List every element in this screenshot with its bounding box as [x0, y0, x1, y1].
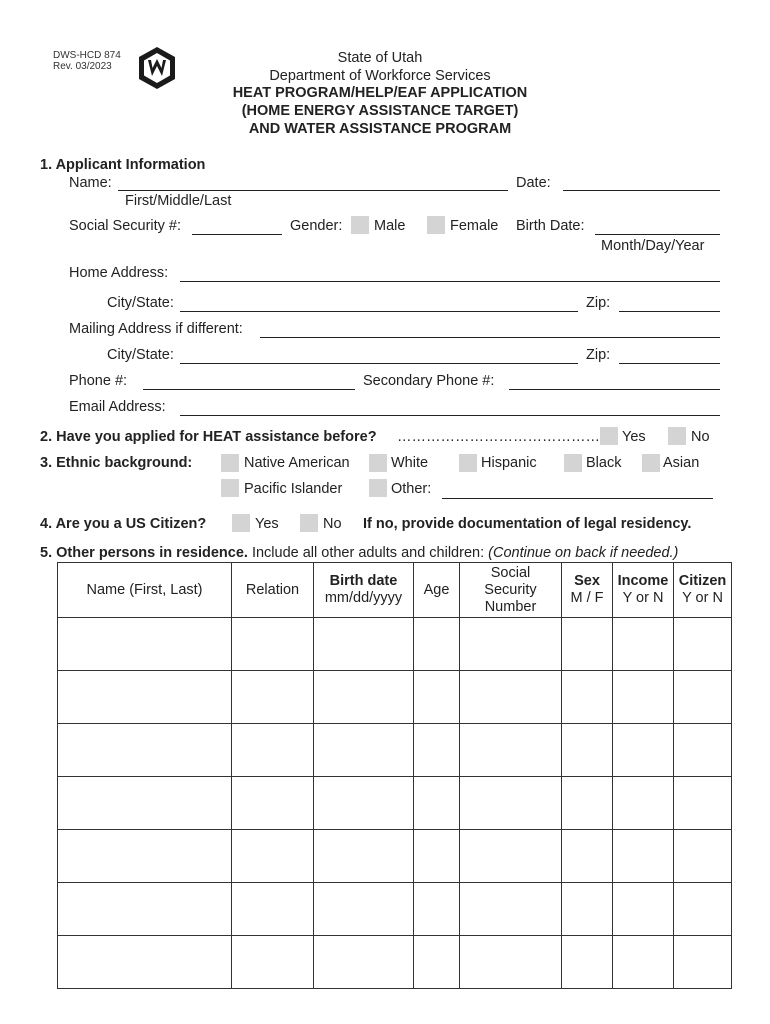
table-cell[interactable] — [674, 830, 732, 883]
ssn-field[interactable] — [192, 234, 282, 235]
table-cell[interactable] — [613, 883, 674, 936]
citizen-yes-checkbox[interactable] — [232, 514, 250, 532]
table-cell[interactable] — [232, 724, 314, 777]
home-address-label: Home Address: — [69, 265, 169, 281]
table-cell[interactable] — [674, 671, 732, 724]
table-cell[interactable] — [314, 830, 414, 883]
applied-no-checkbox[interactable] — [668, 427, 686, 445]
section4-question: 4. Are you a US Citizen? — [40, 516, 207, 532]
ethnic-white-checkbox[interactable] — [369, 454, 387, 472]
table-cell[interactable] — [674, 618, 732, 671]
col-relation-header: Relation — [232, 563, 314, 618]
form-subtitle: (HOME ENERGY ASSISTANCE TARGET) — [241, 103, 519, 119]
table-cell[interactable] — [314, 883, 414, 936]
table-cell[interactable] — [58, 830, 232, 883]
col-income-format: Y or N — [622, 590, 664, 606]
table-cell[interactable] — [460, 883, 562, 936]
gender-male-label: Male — [374, 218, 406, 234]
secondary-phone-label: Secondary Phone #: — [363, 373, 495, 389]
email-field[interactable] — [180, 415, 720, 416]
table-row — [58, 830, 732, 883]
table-cell[interactable] — [613, 936, 674, 989]
ethnic-other-field[interactable] — [442, 498, 713, 499]
table-cell[interactable] — [314, 724, 414, 777]
table-cell[interactable] — [460, 671, 562, 724]
table-cell[interactable] — [314, 671, 414, 724]
col-sex-header — [562, 563, 613, 618]
birth-date-field[interactable] — [595, 234, 720, 235]
mailing-city-state-field[interactable] — [180, 363, 578, 364]
table-cell[interactable] — [232, 830, 314, 883]
table-cell[interactable] — [562, 724, 613, 777]
ethnic-asian-checkbox[interactable] — [642, 454, 660, 472]
email-label: Email Address: — [69, 399, 166, 415]
col-income-title: Income — [617, 573, 669, 589]
department-name: Department of Workforce Services — [269, 68, 491, 84]
name-hint: First/Middle/Last — [125, 193, 232, 209]
col-birth-header — [314, 563, 414, 618]
date-field[interactable] — [563, 190, 720, 191]
table-cell[interactable] — [674, 936, 732, 989]
gender-female-checkbox[interactable] — [427, 216, 445, 234]
city-state-field[interactable] — [180, 311, 578, 312]
col-citizen-title: Citizen — [678, 573, 727, 589]
ethnic-black-label: Black — [586, 455, 622, 471]
form-code: DWS-HCD 874 — [53, 50, 121, 61]
birth-date-label: Birth Date: — [516, 218, 585, 234]
phone-label: Phone #: — [69, 373, 128, 389]
citizen-yes-label: Yes — [255, 516, 279, 532]
section5-instruction: Include all other adults and children: — [247, 545, 489, 561]
table-cell[interactable] — [613, 724, 674, 777]
table-cell[interactable] — [613, 830, 674, 883]
table-cell[interactable] — [58, 671, 232, 724]
table-cell[interactable] — [414, 618, 460, 671]
date-label: Date: — [516, 175, 551, 191]
ethnic-other-checkbox[interactable] — [369, 479, 387, 497]
table-row — [58, 777, 732, 830]
table-header-row — [58, 563, 732, 618]
citizen-no-label: No — [323, 516, 342, 532]
col-ssn-line1: Social — [490, 564, 531, 581]
table-row — [58, 618, 732, 671]
form-title: HEAT PROGRAM/HELP/EAF APPLICATION — [232, 85, 528, 101]
ethnic-hispanic-checkbox[interactable] — [459, 454, 477, 472]
name-field[interactable] — [118, 190, 508, 191]
table-cell[interactable] — [58, 936, 232, 989]
table-cell[interactable] — [562, 830, 613, 883]
section5-heading: 5. Other persons in residence. — [40, 545, 248, 561]
home-address-field[interactable] — [180, 281, 720, 282]
table-cell[interactable] — [562, 883, 613, 936]
table-cell[interactable] — [674, 777, 732, 830]
ethnic-black-checkbox[interactable] — [564, 454, 582, 472]
table-cell[interactable] — [414, 883, 460, 936]
table-cell[interactable] — [58, 618, 232, 671]
gender-label: Gender: — [290, 218, 343, 234]
table-cell[interactable] — [460, 936, 562, 989]
table-row — [58, 936, 732, 989]
table-cell[interactable] — [613, 777, 674, 830]
table-cell[interactable] — [232, 618, 314, 671]
state-name: State of Utah — [337, 50, 423, 66]
table-cell[interactable] — [460, 618, 562, 671]
section3-question: 3. Ethnic background: — [40, 455, 193, 471]
table-row — [58, 883, 732, 936]
dot-leader: …………………………………… — [397, 429, 600, 445]
mailing-zip-label: Zip: — [586, 347, 611, 363]
ethnic-pacific-islander-label: Pacific Islander — [244, 481, 343, 497]
mailing-address-label: Mailing Address if different: — [69, 321, 243, 337]
birth-date-hint: Month/Day/Year — [601, 238, 705, 254]
zip-field[interactable] — [619, 311, 720, 312]
table-cell[interactable] — [460, 724, 562, 777]
col-sex-format: M / F — [570, 590, 604, 606]
table-cell[interactable] — [562, 777, 613, 830]
table-cell[interactable] — [562, 671, 613, 724]
table-cell[interactable] — [314, 936, 414, 989]
table-cell[interactable] — [674, 724, 732, 777]
col-ssn-line2: Security — [484, 581, 537, 598]
table-cell[interactable] — [613, 671, 674, 724]
table-row — [58, 724, 732, 777]
table-cell[interactable] — [232, 936, 314, 989]
table-cell[interactable] — [414, 830, 460, 883]
table-cell[interactable] — [562, 618, 613, 671]
gender-male-checkbox[interactable] — [351, 216, 369, 234]
continue-note: (Continue on back if needed.) — [488, 545, 679, 561]
table-cell[interactable] — [613, 618, 674, 671]
form-revision: Rev. 03/2023 — [53, 61, 112, 72]
col-birth-format: mm/dd/yyyy — [324, 590, 403, 606]
ethnic-asian-label: Asian — [663, 455, 700, 471]
ethnic-native-american-label: Native American — [244, 455, 350, 471]
form-subtitle-2: AND WATER ASSISTANCE PROGRAM — [248, 121, 512, 137]
col-ssn-header — [460, 563, 562, 618]
ethnic-pacific-islander-checkbox[interactable] — [221, 479, 239, 497]
col-name-header: Name (First, Last) — [58, 563, 232, 618]
city-state-label: City/State: — [107, 295, 174, 311]
gender-female-label: Female — [450, 218, 499, 234]
zip-label: Zip: — [586, 295, 611, 311]
table-cell[interactable] — [314, 618, 414, 671]
table-cell[interactable] — [314, 777, 414, 830]
col-citizen-header — [674, 563, 732, 618]
table-cell[interactable] — [414, 724, 460, 777]
section2-question: 2. Have you applied for HEAT assistance before? — [40, 429, 377, 445]
table-cell[interactable] — [232, 671, 314, 724]
col-age-header: Age — [414, 563, 460, 618]
table-cell[interactable] — [414, 936, 460, 989]
col-income-header — [613, 563, 674, 618]
section5-heading-line — [40, 545, 678, 562]
table-cell[interactable] — [58, 883, 232, 936]
table-cell[interactable] — [232, 777, 314, 830]
table-cell[interactable] — [414, 671, 460, 724]
dws-logo-icon — [137, 46, 177, 90]
residency-note: If no, provide documentation of legal residency. — [363, 516, 692, 532]
name-label: Name: — [69, 175, 112, 191]
table-cell[interactable] — [460, 830, 562, 883]
ethnic-other-label: Other: — [391, 481, 432, 497]
applied-yes-checkbox[interactable] — [600, 427, 618, 445]
applied-yes-label: Yes — [622, 429, 646, 445]
ethnic-hispanic-label: Hispanic — [481, 455, 537, 471]
ethnic-white-label: White — [391, 455, 429, 471]
table-cell[interactable] — [58, 724, 232, 777]
mailing-zip-field[interactable] — [619, 363, 720, 364]
table-cell[interactable] — [232, 883, 314, 936]
col-citizen-format: Y or N — [682, 590, 723, 606]
table-cell[interactable] — [674, 883, 732, 936]
table-cell[interactable] — [562, 936, 613, 989]
household-members-table — [57, 562, 732, 989]
table-cell[interactable] — [414, 777, 460, 830]
phone-field[interactable] — [143, 389, 355, 390]
mailing-address-field[interactable] — [260, 337, 720, 338]
citizen-no-checkbox[interactable] — [300, 514, 318, 532]
col-sex-title: Sex — [574, 573, 600, 589]
mailing-city-state-label: City/State: — [107, 347, 174, 363]
table-cell[interactable] — [58, 777, 232, 830]
section1-heading: 1. Applicant Information — [40, 157, 206, 173]
col-birth-title: Birth date — [329, 573, 398, 589]
col-ssn-line3: Number — [484, 598, 537, 615]
ssn-label: Social Security #: — [69, 218, 182, 234]
secondary-phone-field[interactable] — [509, 389, 720, 390]
ethnic-native-american-checkbox[interactable] — [221, 454, 239, 472]
table-cell[interactable] — [460, 777, 562, 830]
table-row — [58, 671, 732, 724]
applied-no-label: No — [691, 429, 710, 445]
